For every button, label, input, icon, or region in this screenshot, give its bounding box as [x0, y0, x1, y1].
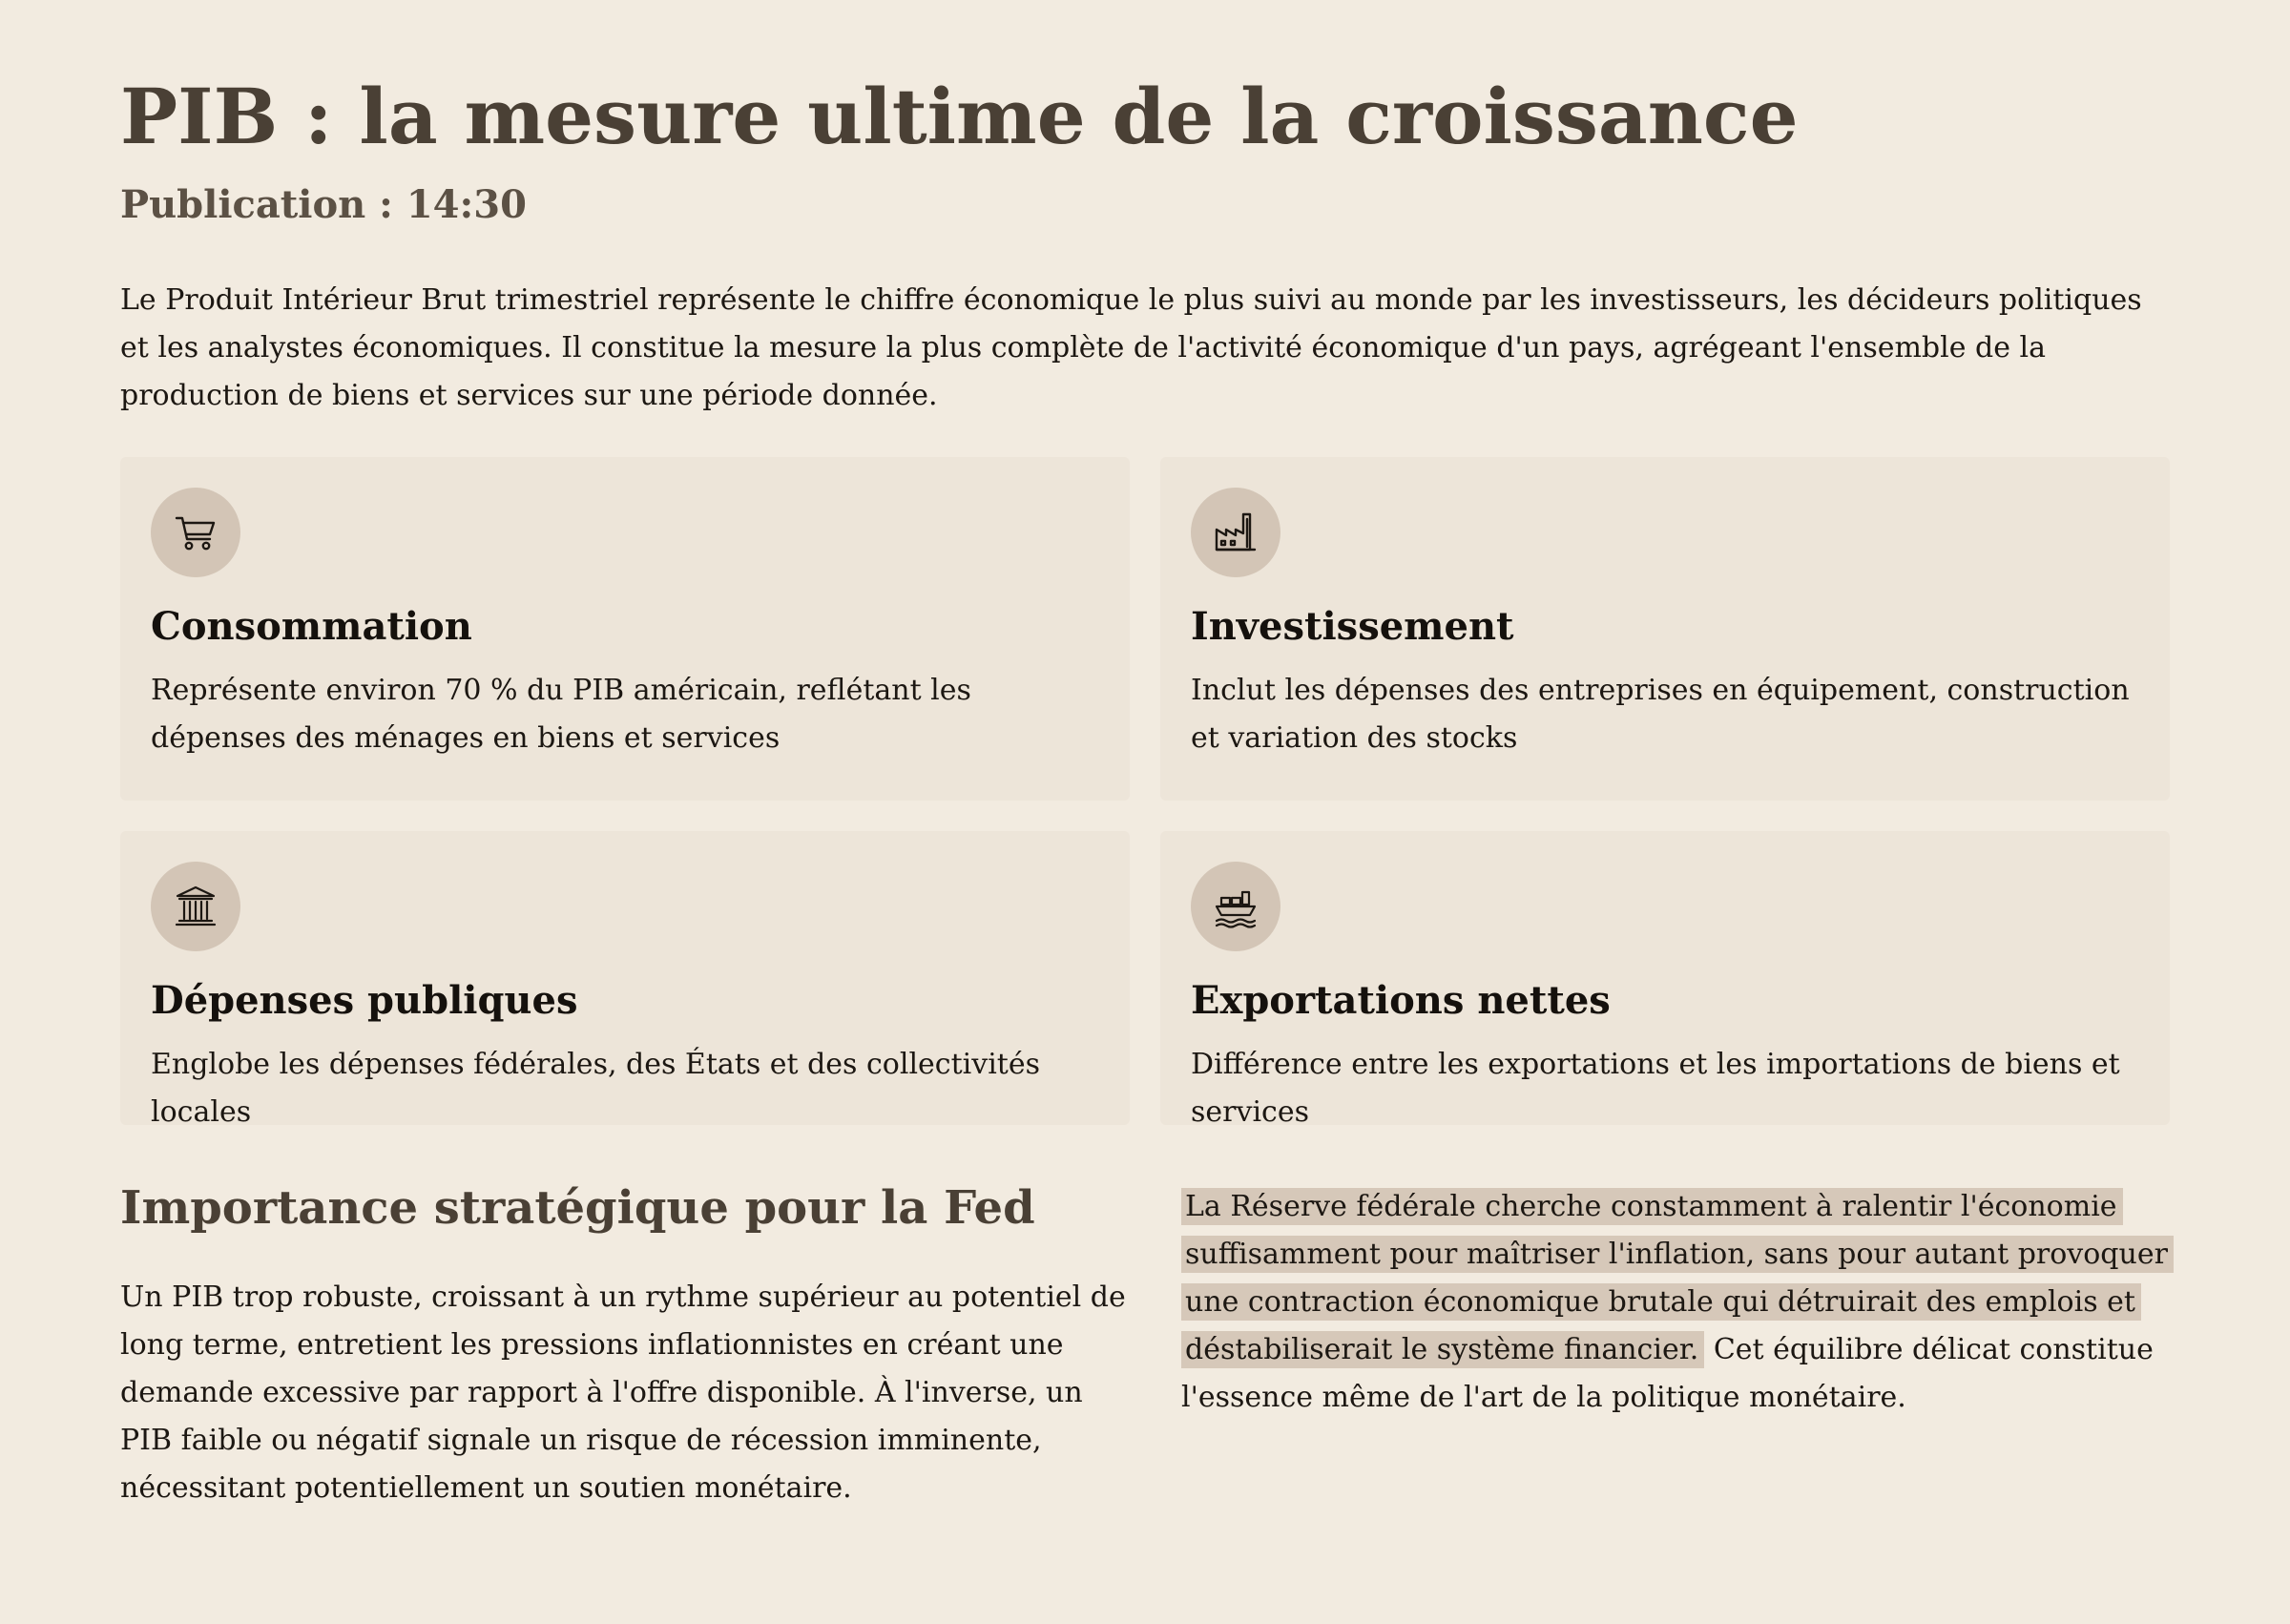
- factory-icon: [1191, 488, 1280, 577]
- card-text: Inclut les dépenses des entreprises en équipement, construction et variation des stocks: [1191, 674, 2130, 755]
- card-text: Représente environ 70 % du PIB américain, reflétant les dépenses des ménages en biens et services: [151, 674, 971, 755]
- page-title: PIB : la mesure ultime de la croissance: [120, 72, 1799, 161]
- highlighted-text: La Réserve fédérale cherche constamment à ralentir l'économie suffisamment pour maîtriser l'inflation, sans pour autant provoquer une contraction économique brutale qui détruirait des emplois et déstabiliserait le système financier.: [1181, 1188, 2174, 1368]
- card-title: Dépenses publiques: [151, 978, 578, 1023]
- card-text: Différence entre les exportations et les importations de biens et services: [1191, 1048, 2120, 1129]
- card-title: Exportations nettes: [1191, 978, 1611, 1023]
- intro-paragraph: Le Produit Intérieur Brut trimestriel représente le chiffre économique le plus suivi au monde par les investisseurs, les décideurs politiques et les analystes économiques. Il constitue la mesure la plus complète de l'activité économique d'un pays, agrégeant l'ensemble de la production de biens et services sur une période donnée.: [120, 283, 2142, 412]
- card-title: Consommation: [151, 604, 472, 649]
- shopping-cart-icon: [151, 488, 240, 577]
- card-investissement: [1160, 457, 2170, 801]
- card-depenses-publiques: [120, 831, 1130, 1129]
- strategy-right-paragraph: [1181, 1183, 2170, 1422]
- government-building-icon: [151, 862, 240, 951]
- card-exportations-nettes: [1160, 831, 2170, 1129]
- strategy-left-paragraph: Un PIB trop robuste, croissant à un rythme supérieur au potentiel de long terme, entretient les pressions inflationnistes en créant une demande excessive par rapport à l'offre disponible. À l'inverse, un PIB faible ou négatif signale un risque de récession imminente, nécessitant potentiellement un soutien monétaire.: [120, 1280, 1126, 1505]
- cargo-ship-icon: [1191, 862, 1280, 951]
- section-title: Importance stratégique pour la Fed: [120, 1181, 1035, 1235]
- publication-time: Publication : 14:30: [120, 182, 527, 227]
- card-text: Englobe les dépenses fédérales, des États et des collectivités locales: [151, 1048, 1040, 1129]
- paragraph-text: Cet équilibre délicat constitue l'essence même de l'art de la politique monétaire.: [1181, 1333, 2154, 1414]
- card-consommation: [120, 457, 1130, 801]
- card-title: Investissement: [1191, 604, 1514, 649]
